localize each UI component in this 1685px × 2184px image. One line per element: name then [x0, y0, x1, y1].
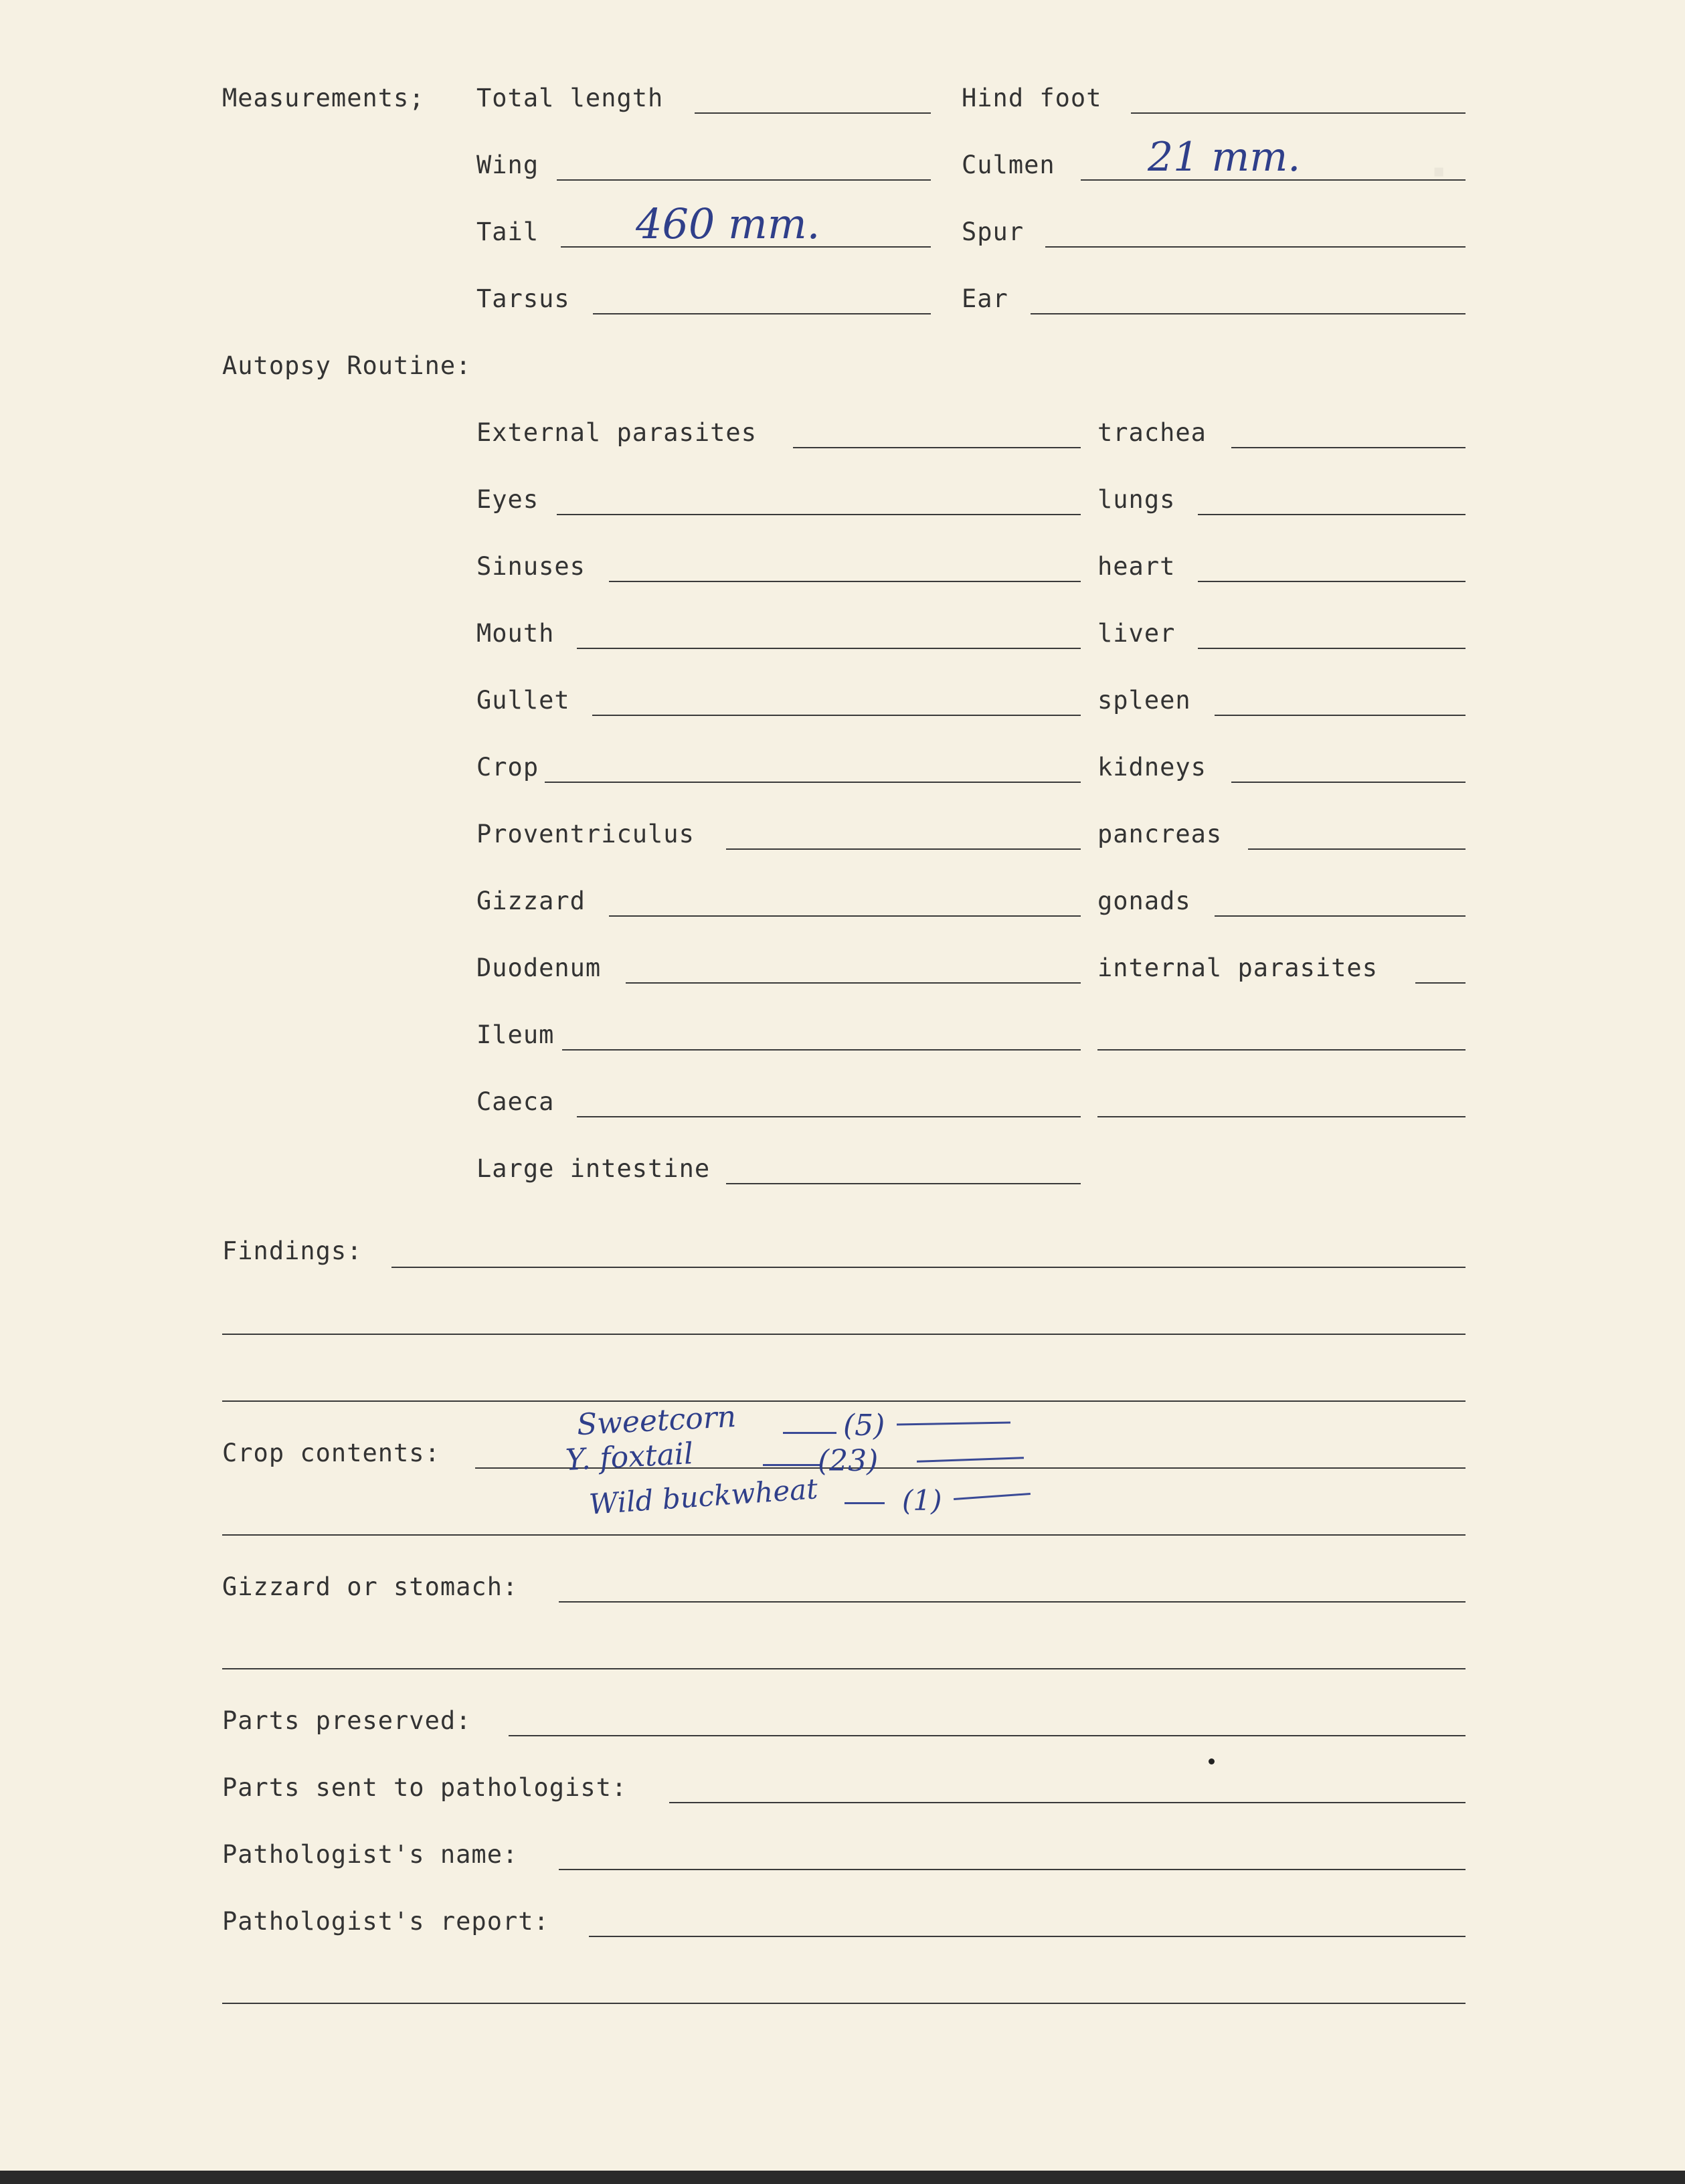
autopsy-item-gizzard: Gizzard	[476, 887, 586, 915]
autopsy-item-trachea: trachea	[1097, 418, 1207, 447]
heart-field[interactable]	[1198, 581, 1466, 582]
tail-handwritten-value: 460 mm.	[636, 199, 820, 248]
parts-preserved-label: Parts preserved:	[222, 1706, 472, 1735]
autopsy-item-gonads: gonads	[1097, 887, 1191, 915]
autopsy-item-large-intestine: Large intestine	[476, 1154, 711, 1183]
crop-entry-tail-line	[954, 1493, 1031, 1500]
wing-field[interactable]	[557, 179, 931, 181]
extra-right-field-2[interactable]	[1097, 1116, 1466, 1117]
spur-label: Spur	[962, 217, 1025, 246]
autopsy-item-crop: Crop	[476, 753, 539, 782]
gizzard-stomach-field-line-2[interactable]	[222, 1668, 1466, 1669]
large-intestine-field[interactable]	[726, 1183, 1081, 1184]
extra-right-field-1[interactable]	[1097, 1049, 1466, 1051]
liver-field[interactable]	[1198, 648, 1466, 649]
autopsy-item-spleen: spleen	[1097, 686, 1191, 715]
crop-entry-count: (1)	[902, 1484, 942, 1517]
autopsy-routine-label: Autopsy Routine:	[222, 351, 472, 380]
pathologist-report-field-line-1[interactable]	[589, 1936, 1466, 1937]
crop-entry-dash	[845, 1502, 885, 1504]
tarsus-field[interactable]	[593, 313, 931, 314]
gizzard-field[interactable]	[609, 915, 1081, 917]
autopsy-item-heart: heart	[1097, 552, 1176, 581]
crop-entry-count: (23)	[818, 1444, 879, 1478]
tail-label: Tail	[476, 217, 539, 246]
mouth-field[interactable]	[577, 648, 1081, 649]
parts-sent-field[interactable]	[669, 1802, 1466, 1803]
spleen-field[interactable]	[1215, 715, 1466, 716]
gonads-field[interactable]	[1215, 915, 1466, 917]
gullet-field[interactable]	[592, 715, 1081, 716]
duodenum-field[interactable]	[626, 982, 1081, 984]
bleed-through-mark: ▪	[1432, 157, 1446, 184]
trachea-field[interactable]	[1231, 447, 1466, 448]
hind-foot-label: Hind foot	[962, 84, 1102, 112]
wing-label: Wing	[476, 151, 539, 179]
pathologist-name-field[interactable]	[559, 1869, 1466, 1870]
hind-foot-field[interactable]	[1131, 112, 1466, 114]
sinuses-field[interactable]	[609, 581, 1081, 582]
crop-entry-tail-line	[917, 1457, 1024, 1463]
spur-field[interactable]	[1045, 246, 1466, 248]
gizzard-stomach-field-line-1[interactable]	[559, 1601, 1466, 1603]
crop-entry-dash	[763, 1464, 820, 1466]
pathologist-report-label: Pathologist's report:	[222, 1907, 549, 1936]
pathologist-report-field-line-2[interactable]	[222, 2003, 1466, 2004]
findings-field-line-1[interactable]	[391, 1267, 1466, 1268]
autopsy-item-ileum: Ileum	[476, 1020, 555, 1049]
autopsy-item-mouth: Mouth	[476, 619, 555, 648]
pancreas-field[interactable]	[1248, 848, 1466, 850]
findings-field-line-2[interactable]	[222, 1334, 1466, 1335]
autopsy-item-internal-parasites: internal parasites	[1097, 953, 1378, 982]
findings-label: Findings:	[222, 1237, 363, 1265]
crop-entry-dash	[783, 1432, 836, 1434]
kidneys-field[interactable]	[1231, 782, 1466, 783]
total-length-label: Total length	[476, 84, 664, 112]
ink-dot	[1209, 1758, 1215, 1764]
crop-entry-item: Wild buckwheat	[588, 1472, 819, 1521]
measurements-label: Measurements;	[222, 84, 425, 112]
autopsy-item-proventriculus: Proventriculus	[476, 820, 695, 848]
crop-contents-label: Crop contents:	[222, 1439, 440, 1467]
lungs-field[interactable]	[1198, 514, 1466, 515]
autopsy-item-eyes: Eyes	[476, 485, 539, 514]
proventriculus-field[interactable]	[726, 848, 1081, 850]
internal-parasites-field[interactable]	[1415, 982, 1466, 984]
culmen-handwritten-value: 21 mm.	[1148, 134, 1301, 181]
ear-label: Ear	[962, 284, 1008, 313]
crop-contents-field-line-2[interactable]	[222, 1534, 1466, 1536]
autopsy-item-duodenum: Duodenum	[476, 953, 602, 982]
crop-field[interactable]	[545, 782, 1081, 783]
crop-entry-count: (5)	[843, 1408, 885, 1443]
ileum-field[interactable]	[562, 1049, 1081, 1051]
gizzard-stomach-label: Gizzard or stomach:	[222, 1572, 519, 1601]
culmen-label: Culmen	[962, 151, 1055, 179]
crop-entry-item: Y. foxtail	[564, 1437, 695, 1477]
autopsy-item-external-parasites: External parasites	[476, 418, 757, 447]
crop-entry-item: Sweetcorn	[575, 1399, 737, 1443]
autopsy-item-sinuses: Sinuses	[476, 552, 586, 581]
autopsy-item-lungs: lungs	[1097, 485, 1176, 514]
tarsus-label: Tarsus	[476, 284, 570, 313]
parts-preserved-field[interactable]	[509, 1735, 1466, 1736]
total-length-field[interactable]	[695, 112, 931, 114]
scan-bottom-edge	[0, 2171, 1685, 2184]
findings-field-line-3[interactable]	[222, 1400, 1466, 1402]
eyes-field[interactable]	[557, 514, 1081, 515]
parts-sent-label: Parts sent to pathologist:	[222, 1773, 628, 1802]
autopsy-item-pancreas: pancreas	[1097, 820, 1223, 848]
crop-entry-tail-line	[897, 1422, 1010, 1426]
caeca-field[interactable]	[577, 1116, 1081, 1117]
autopsy-item-gullet: Gullet	[476, 686, 570, 715]
autopsy-item-kidneys: kidneys	[1097, 753, 1207, 782]
external-parasites-field[interactable]	[793, 447, 1081, 448]
autopsy-item-liver: liver	[1097, 619, 1176, 648]
pathologist-name-label: Pathologist's name:	[222, 1840, 519, 1869]
ear-field[interactable]	[1031, 313, 1466, 314]
autopsy-item-caeca: Caeca	[476, 1087, 555, 1116]
